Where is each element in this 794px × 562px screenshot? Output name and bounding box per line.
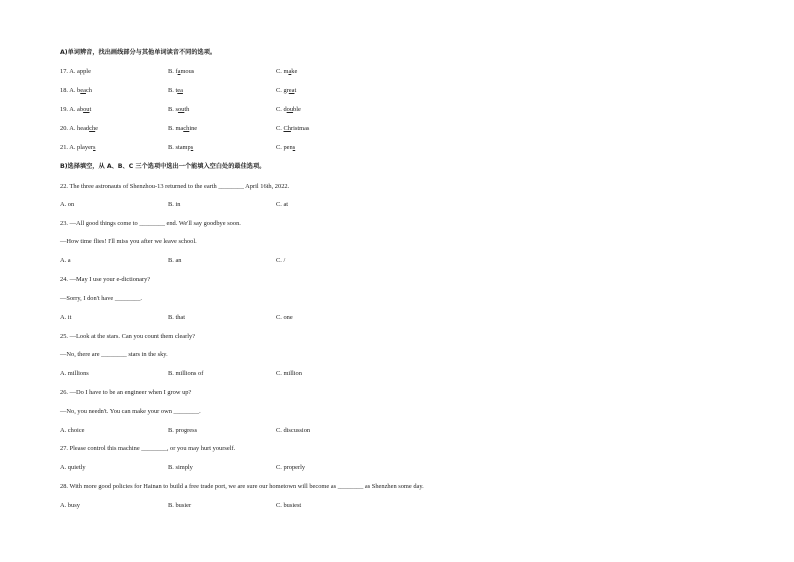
option-c: C. million — [276, 370, 302, 377]
option-a: A. on — [60, 201, 75, 208]
option-c: C. at — [276, 201, 289, 208]
question-text: 27. Please control this machine ________, or you may hurt yourself. — [60, 445, 236, 452]
question-text: —No, you needn't. You can make your own ________. — [60, 408, 201, 415]
option-a: A. quietly — [60, 464, 86, 471]
question-text: 28. With more good policies for Hainan to build a free trade port, we are sure our hometown will become as ________ as Shenzhen some day. — [60, 483, 424, 490]
option-c: C. / — [276, 257, 286, 264]
option-b: B. in — [168, 201, 181, 208]
question-text: 23. —All good things come to ________ end. We'll say goodbye soon. — [60, 220, 241, 227]
option-c: C. double — [276, 106, 301, 113]
option-b: B. machine — [168, 125, 198, 132]
question-text: 25. —Look at the stars. Can you count them clearly? — [60, 333, 196, 340]
option-a: A. a — [60, 257, 71, 264]
option-c: C. Christmas — [276, 125, 310, 132]
option-b: B. progress — [168, 427, 198, 434]
section-b-heading: B)选择填空，从 A、B、C 三个选项中选出一个能填入空白处的最佳选项。 — [60, 163, 266, 170]
question-text: 26. —Do I have to be an engineer when I grow up? — [60, 389, 192, 396]
option-b: B. tea — [168, 87, 183, 94]
option-a: 19. A. about — [60, 106, 92, 113]
option-c: C. properly — [276, 464, 306, 471]
option-a: A. millions — [60, 370, 89, 377]
option-c: C. make — [276, 68, 298, 75]
option-c: C. discussion — [276, 427, 311, 434]
option-b: B. stamps — [168, 144, 194, 151]
option-b: B. simply — [168, 464, 193, 471]
option-a: A. choice — [60, 427, 85, 434]
option-b: B. busier — [168, 502, 192, 509]
option-a: A. it — [60, 314, 72, 321]
option-a: A. busy — [60, 502, 80, 509]
question-text: —Sorry, I don't have ________. — [60, 295, 143, 302]
question-text: 22. The three astronauts of Shenzhou-13 returned to the earth ________ April 16th, 2022. — [60, 183, 290, 190]
option-c: C. one — [276, 314, 293, 321]
option-b: B. famous — [168, 68, 195, 75]
option-c: C. busiest — [276, 502, 302, 509]
option-a: 18. A. beach — [60, 87, 92, 94]
option-c: C. great — [276, 87, 297, 94]
question-text: —No, there are ________ stars in the sky. — [60, 351, 168, 358]
option-a: 21. A. players — [60, 144, 96, 151]
question-text: 24. —May I use your e-dictionary? — [60, 276, 151, 283]
section-a-heading: A)单词辨音，找出画线部分与其他单词读音不同的选项。 — [60, 49, 217, 56]
question-text: —How time flies! I'll miss you after we leave school. — [60, 238, 197, 245]
option-a: 20. A. headche — [60, 125, 99, 132]
option-b: B. millions of — [168, 370, 204, 377]
option-a: 17. A. apple — [60, 68, 91, 75]
option-b: B. south — [168, 106, 190, 113]
option-b: B. that — [168, 314, 186, 321]
option-c: C. pens — [276, 144, 296, 151]
option-b: B. an — [168, 257, 182, 264]
